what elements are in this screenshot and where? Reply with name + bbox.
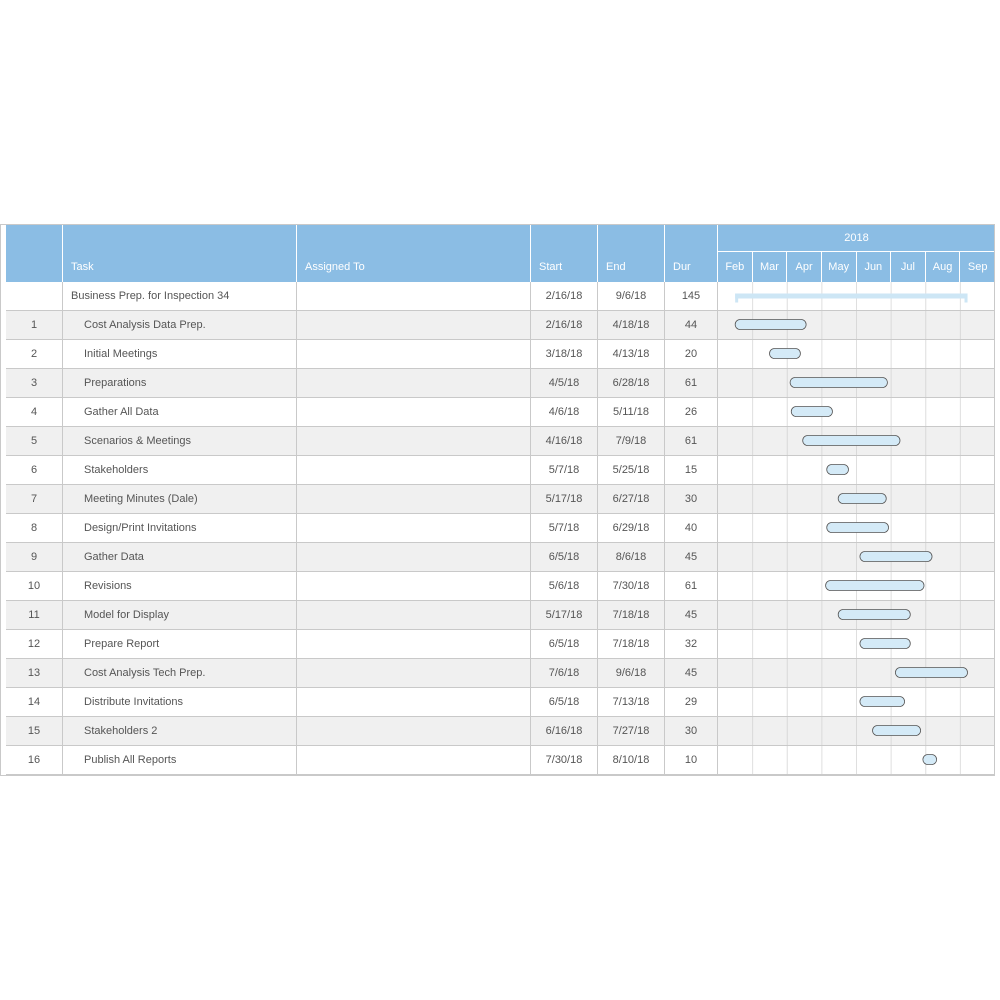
task-duration: 32 xyxy=(665,630,718,658)
task-bar-11 xyxy=(838,610,910,620)
header-assigned-to[interactable]: Assigned To xyxy=(297,224,531,282)
task-start: 5/17/18 xyxy=(531,601,598,629)
task-bar-1 xyxy=(735,320,806,330)
task-start: 3/18/18 xyxy=(531,340,598,368)
task-name: Business Prep. for Inspection 34 xyxy=(63,282,297,310)
task-bar-16 xyxy=(923,755,937,765)
month-label-may: May xyxy=(822,252,857,282)
task-duration: 20 xyxy=(665,340,718,368)
task-number: 15 xyxy=(6,717,63,745)
task-name: Stakeholders 2 xyxy=(63,717,297,745)
task-name: Cost Analysis Data Prep. xyxy=(63,311,297,339)
task-assigned-to xyxy=(297,601,531,629)
task-bar-10 xyxy=(826,581,924,591)
task-number: 9 xyxy=(6,543,63,571)
task-assigned-to xyxy=(297,717,531,745)
task-assigned-to xyxy=(297,282,531,310)
task-number: 11 xyxy=(6,601,63,629)
task-end: 9/6/18 xyxy=(598,659,665,687)
task-end: 6/27/18 xyxy=(598,485,665,513)
month-label-jul: Jul xyxy=(891,252,926,282)
task-end: 7/18/18 xyxy=(598,630,665,658)
task-number: 12 xyxy=(6,630,63,658)
month-label-jun: Jun xyxy=(857,252,892,282)
task-bar-12 xyxy=(860,639,910,649)
task-duration: 45 xyxy=(665,601,718,629)
task-duration: 10 xyxy=(665,746,718,774)
task-duration: 15 xyxy=(665,456,718,484)
task-duration: 30 xyxy=(665,485,718,513)
task-start: 2/16/18 xyxy=(531,282,598,310)
task-start: 5/7/18 xyxy=(531,514,598,542)
task-duration: 45 xyxy=(665,659,718,687)
task-end: 7/18/18 xyxy=(598,601,665,629)
task-bar-9 xyxy=(860,552,932,562)
task-start: 6/16/18 xyxy=(531,717,598,745)
task-bar-14 xyxy=(860,697,905,707)
task-assigned-to xyxy=(297,485,531,513)
task-duration: 45 xyxy=(665,543,718,571)
task-assigned-to xyxy=(297,630,531,658)
task-assigned-to xyxy=(297,427,531,455)
month-label-apr: Apr xyxy=(787,252,822,282)
task-start: 6/5/18 xyxy=(531,688,598,716)
summary-bar-right-cap xyxy=(965,294,968,303)
task-assigned-to xyxy=(297,543,531,571)
task-number: 1 xyxy=(6,311,63,339)
task-duration: 40 xyxy=(665,514,718,542)
summary-bar xyxy=(735,294,967,299)
task-start: 4/16/18 xyxy=(531,427,598,455)
task-end: 4/13/18 xyxy=(598,340,665,368)
task-start: 7/30/18 xyxy=(531,746,598,774)
task-bar-4 xyxy=(791,407,832,417)
task-duration: 30 xyxy=(665,717,718,745)
task-end: 7/13/18 xyxy=(598,688,665,716)
task-start: 4/5/18 xyxy=(531,369,598,397)
task-duration: 61 xyxy=(665,572,718,600)
task-start: 5/7/18 xyxy=(531,456,598,484)
task-end: 6/28/18 xyxy=(598,369,665,397)
task-number: 4 xyxy=(6,398,63,426)
task-number: 13 xyxy=(6,659,63,687)
task-name: Gather All Data xyxy=(63,398,297,426)
task-number xyxy=(6,282,63,310)
task-duration: 145 xyxy=(665,282,718,310)
task-number: 10 xyxy=(6,572,63,600)
task-name: Publish All Reports xyxy=(63,746,297,774)
task-bar-8 xyxy=(827,523,889,533)
header-task[interactable]: Task xyxy=(63,224,297,282)
task-name: Prepare Report xyxy=(63,630,297,658)
task-name: Distribute Invitations xyxy=(63,688,297,716)
header-year: 2018 xyxy=(718,224,995,252)
task-end: 8/6/18 xyxy=(598,543,665,571)
task-assigned-to xyxy=(297,340,531,368)
task-bar-13 xyxy=(895,668,967,678)
task-duration: 29 xyxy=(665,688,718,716)
task-end: 7/30/18 xyxy=(598,572,665,600)
task-assigned-to xyxy=(297,456,531,484)
task-end: 7/27/18 xyxy=(598,717,665,745)
task-name: Initial Meetings xyxy=(63,340,297,368)
task-name: Preparations xyxy=(63,369,297,397)
task-end: 9/6/18 xyxy=(598,282,665,310)
task-start: 2/16/18 xyxy=(531,311,598,339)
task-assigned-to xyxy=(297,369,531,397)
task-number: 6 xyxy=(6,456,63,484)
header-end[interactable]: End xyxy=(598,224,665,282)
task-name: Revisions xyxy=(63,572,297,600)
header-num xyxy=(6,224,63,282)
month-label-feb: Feb xyxy=(718,252,753,282)
task-start: 7/6/18 xyxy=(531,659,598,687)
task-name: Stakeholders xyxy=(63,456,297,484)
task-assigned-to xyxy=(297,311,531,339)
task-name: Scenarios & Meetings xyxy=(63,427,297,455)
task-number: 2 xyxy=(6,340,63,368)
task-end: 4/18/18 xyxy=(598,311,665,339)
task-start: 4/6/18 xyxy=(531,398,598,426)
task-bar-2 xyxy=(770,349,801,359)
task-number: 14 xyxy=(6,688,63,716)
task-start: 5/6/18 xyxy=(531,572,598,600)
task-assigned-to xyxy=(297,688,531,716)
month-label-aug: Aug xyxy=(926,252,961,282)
task-name: Model for Display xyxy=(63,601,297,629)
task-end: 5/11/18 xyxy=(598,398,665,426)
task-bar-5 xyxy=(803,436,900,446)
task-bar-3 xyxy=(790,378,887,388)
task-end: 7/9/18 xyxy=(598,427,665,455)
month-label-mar: Mar xyxy=(753,252,788,282)
task-start: 5/17/18 xyxy=(531,485,598,513)
task-bar-6 xyxy=(827,465,849,475)
task-number: 3 xyxy=(6,369,63,397)
task-number: 5 xyxy=(6,427,63,455)
gantt-chart xyxy=(6,224,995,776)
task-number: 16 xyxy=(6,746,63,774)
task-bar-15 xyxy=(873,726,921,736)
summary-bar-left-cap xyxy=(735,294,738,303)
task-name: Gather Data xyxy=(63,543,297,571)
task-start: 6/5/18 xyxy=(531,543,598,571)
month-label-sep: Sep xyxy=(960,252,995,282)
task-start: 6/5/18 xyxy=(531,630,598,658)
task-duration: 61 xyxy=(665,369,718,397)
task-number: 8 xyxy=(6,514,63,542)
task-duration: 44 xyxy=(665,311,718,339)
task-assigned-to xyxy=(297,398,531,426)
task-assigned-to xyxy=(297,659,531,687)
task-number: 7 xyxy=(6,485,63,513)
timeline-area xyxy=(718,282,995,776)
task-bar-7 xyxy=(838,494,886,504)
task-duration: 61 xyxy=(665,427,718,455)
task-name: Meeting Minutes (Dale) xyxy=(63,485,297,513)
task-name: Design/Print Invitations xyxy=(63,514,297,542)
header-start[interactable]: Start xyxy=(531,224,598,282)
header-dur[interactable]: Dur xyxy=(665,224,718,282)
task-name: Cost Analysis Tech Prep. xyxy=(63,659,297,687)
task-end: 8/10/18 xyxy=(598,746,665,774)
task-assigned-to xyxy=(297,572,531,600)
task-assigned-to xyxy=(297,514,531,542)
task-duration: 26 xyxy=(665,398,718,426)
task-assigned-to xyxy=(297,746,531,774)
task-end: 6/29/18 xyxy=(598,514,665,542)
task-end: 5/25/18 xyxy=(598,456,665,484)
